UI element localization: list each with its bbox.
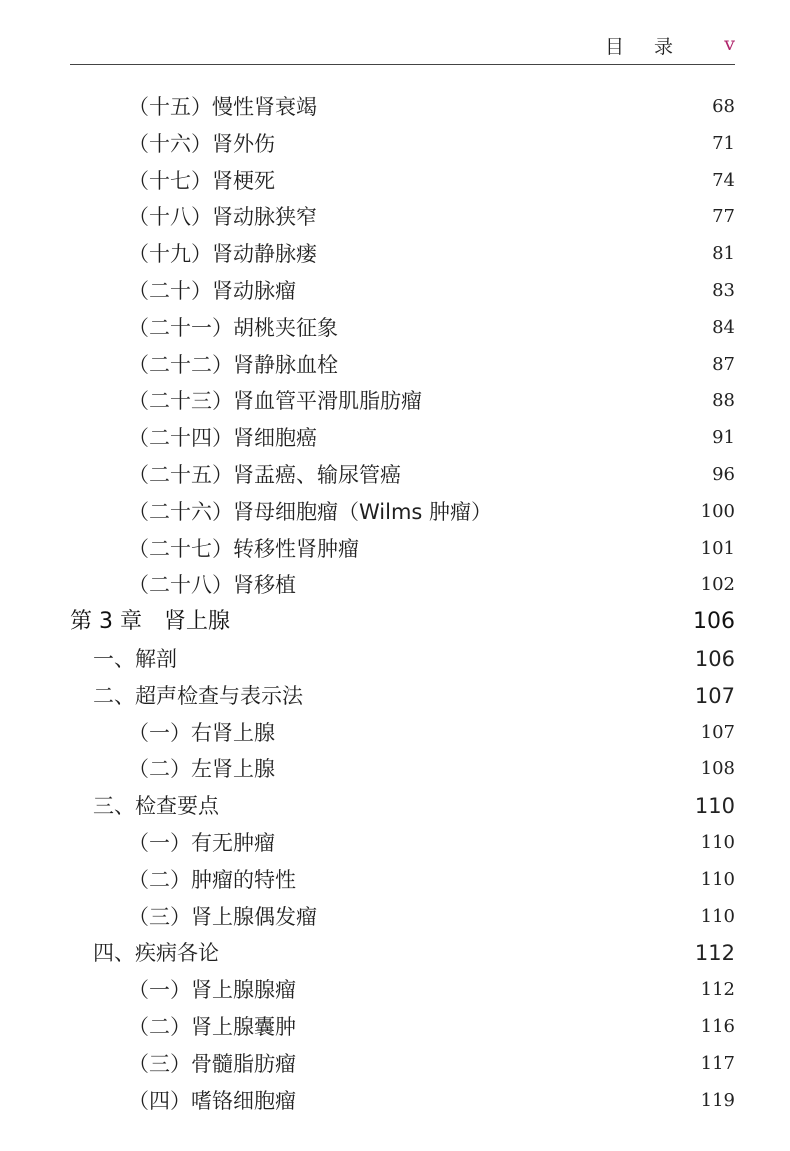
toc-entry-page-number: 108	[700, 758, 735, 780]
toc-subsection-entry[interactable]	[0, 457, 790, 494]
toc-subsection-entry[interactable]	[0, 1009, 790, 1046]
toc-entry-page-number: 96	[712, 463, 735, 485]
toc-entry-page-number: 83	[712, 279, 735, 301]
toc-subsection-entry[interactable]	[0, 751, 790, 788]
toc-entry-title: （十七）肾梗死	[128, 168, 275, 193]
toc-entry-title: （一）右肾上腺	[128, 720, 275, 745]
toc-entry-page-number: 91	[712, 427, 735, 449]
toc-entry-page-number: 88	[712, 390, 735, 412]
toc-entry-page-number: 110	[700, 868, 735, 890]
toc-subsection-entry[interactable]	[0, 715, 790, 752]
toc-entry-page-number: 107	[694, 683, 735, 708]
toc-entry-title: （十五）慢性肾衰竭	[128, 95, 317, 119]
header-page-number: v	[724, 33, 735, 55]
toc-entry-page-number: 77	[712, 206, 735, 228]
toc-section-entry[interactable]	[0, 641, 790, 678]
toc-entry-page-number: 110	[700, 831, 735, 853]
toc-entry-page-number: 106	[694, 646, 735, 671]
toc-subsection-entry[interactable]	[0, 420, 790, 457]
toc-subsection-entry[interactable]	[0, 862, 790, 899]
toc-entry-title: 第 3 章 肾上腺	[70, 609, 230, 635]
toc-entry-title: （三）肾上腺偶发瘤	[128, 904, 317, 929]
toc-chapter-entry[interactable]	[0, 604, 790, 641]
toc-entry-title: （二十三）肾血管平滑肌脂肪瘤	[128, 389, 422, 414]
toc-subsection-entry[interactable]	[0, 825, 790, 862]
toc-subsection-entry[interactable]	[0, 236, 790, 273]
toc-subsection-entry[interactable]	[0, 126, 790, 163]
toc-section-entry[interactable]	[0, 678, 790, 715]
toc-entry-page-number: 68	[712, 96, 735, 117]
toc-entry-title: （二十七）转移性肾肿瘤	[128, 536, 359, 561]
toc-subsection-entry[interactable]	[0, 310, 790, 347]
toc-entry-title: （二十四）肾细胞癌	[128, 426, 317, 451]
page-header	[70, 26, 735, 65]
toc-subsection-entry[interactable]	[0, 199, 790, 236]
toc-section-entry[interactable]	[0, 788, 790, 825]
table-of-contents	[0, 89, 790, 1119]
toc-entry-page-number: 102	[700, 574, 735, 596]
toc-entry-page-number: 84	[712, 316, 735, 338]
toc-entry-title: （四）嗜铬细胞瘤	[128, 1088, 296, 1113]
toc-entry-title: （十九）肾动静脉瘘	[128, 242, 317, 267]
toc-subsection-entry[interactable]	[0, 567, 790, 604]
toc-entry-title: 四、疾病各论	[93, 941, 219, 966]
toc-subsection-entry[interactable]	[0, 1046, 790, 1083]
toc-entry-title: （二）肾上腺囊肿	[128, 1014, 296, 1039]
toc-subsection-entry[interactable]	[0, 899, 790, 936]
toc-entry-page-number: 110	[700, 905, 735, 927]
toc-subsection-entry[interactable]	[0, 383, 790, 420]
toc-entry-title: 三、检查要点	[93, 794, 219, 819]
header-title: 目 录	[604, 36, 685, 58]
toc-entry-title: （一）有无肿瘤	[128, 830, 275, 855]
toc-entry-title: （二）肿瘤的特性	[128, 867, 296, 892]
toc-entry-page-number: 106	[693, 609, 735, 635]
toc-entry-title: （二十二）肾静脉血栓	[128, 352, 338, 377]
toc-entry-title: （三）骨髓脂肪瘤	[128, 1051, 296, 1076]
toc-entry-title: （二十五）肾盂癌、输尿管癌	[128, 462, 401, 487]
toc-entry-page-number: 112	[700, 979, 735, 1001]
toc-subsection-entry[interactable]	[0, 531, 790, 568]
toc-entry-page-number: 110	[694, 794, 735, 819]
toc-subsection-entry[interactable]	[0, 1083, 790, 1120]
toc-entry-title: 二、超声检查与表示法	[93, 683, 303, 708]
toc-entry-page-number: 119	[700, 1089, 735, 1111]
toc-entry-title: （二十）肾动脉瘤	[128, 278, 296, 303]
toc-entry-page-number: 81	[712, 243, 735, 265]
toc-entry-title: （二）左肾上腺	[128, 757, 275, 782]
toc-entry-title: （二十六）肾母细胞瘤（Wilms 肿瘤）	[128, 499, 493, 524]
toc-section-entry[interactable]	[0, 935, 790, 972]
toc-subsection-entry[interactable]	[0, 494, 790, 531]
toc-entry-page-number: 71	[712, 132, 735, 154]
toc-entry-page-number: 100	[700, 500, 735, 522]
toc-entry-page-number: 74	[712, 169, 735, 191]
toc-entry-page-number: 117	[700, 1052, 735, 1074]
toc-entry-page-number: 107	[700, 721, 735, 743]
toc-entry-page-number: 101	[700, 537, 735, 559]
toc-subsection-entry[interactable]	[0, 163, 790, 200]
toc-entry-page-number: 112	[694, 941, 735, 966]
toc-entry-title: （十六）肾外伤	[128, 131, 275, 156]
toc-subsection-entry[interactable]	[0, 273, 790, 310]
toc-entry-title: 一、解剖	[93, 646, 177, 671]
toc-subsection-entry[interactable]	[0, 972, 790, 1009]
toc-entry-page-number: 87	[712, 353, 735, 375]
toc-subsection-entry[interactable]	[0, 347, 790, 384]
toc-entry-title: （一）肾上腺腺瘤	[128, 978, 296, 1003]
toc-subsection-entry[interactable]	[0, 89, 790, 126]
toc-entry-title: （二十一）胡桃夹征象	[128, 315, 338, 340]
toc-entry-page-number: 116	[700, 1015, 735, 1037]
toc-entry-title: （十八）肾动脉狭窄	[128, 205, 317, 230]
toc-entry-title: （二十八）肾移植	[128, 573, 296, 598]
